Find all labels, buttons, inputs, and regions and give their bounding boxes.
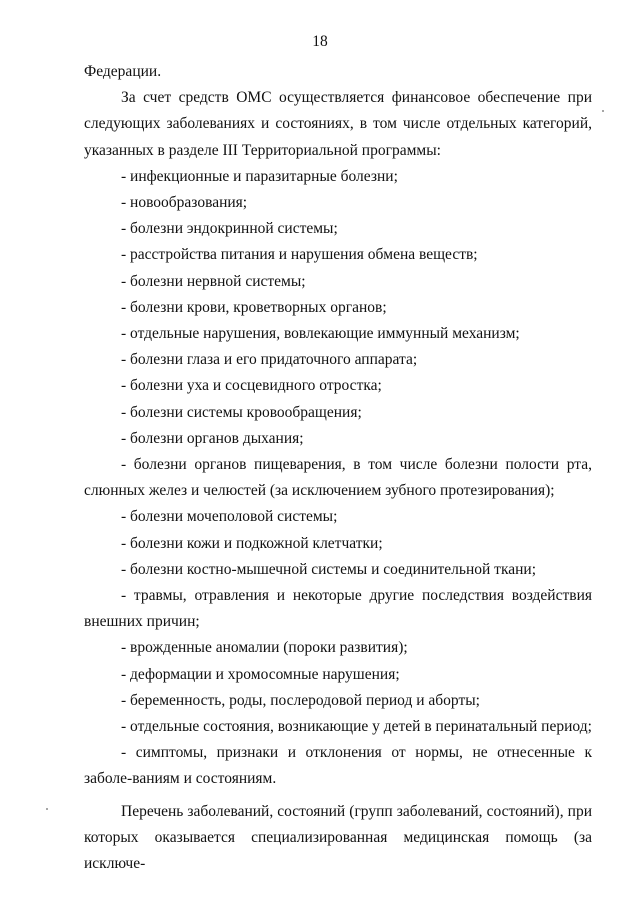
list-item: - инфекционные и паразитарные болезни; [121, 167, 398, 185]
list-item: - отдельные состояния, возникающие у детей в перинатальный период; [121, 718, 592, 736]
list-item: - болезни мочеполовой системы; [121, 508, 338, 526]
list-item: - отдельные нарушения, вовлекающие иммунный механизм; [121, 325, 520, 343]
list-item: - болезни крови, кроветворных органов; [121, 298, 387, 316]
paragraph-continuation: Федерации. [84, 63, 162, 80]
list-item: - беременность, роды, послеродовой период и аборты; [121, 691, 480, 709]
list-item: - болезни нервной системы; [121, 272, 306, 290]
document-body [84, 59, 592, 877]
list-item: - симптомы, признаки и отклонения от нормы, не отнесенные к заболе-ваниям и состояниям. [84, 744, 592, 788]
scan-speck [602, 110, 604, 112]
list-item: - травмы, отравления и некоторые другие последствия воздействия внешних причин; [84, 587, 592, 631]
list-item: - расстройства питания и нарушения обмена веществ; [121, 246, 478, 264]
paragraph-closing: Перечень заболеваний, состояний (групп заболеваний, состояний), при которых оказывается специализированная медицинская помощь (за исключе- [84, 802, 592, 873]
list-item: - болезни органов пищеварения, в том числе болезни полости рта, слюнных желез и челюстей (за исключением зубного протезирования); [84, 456, 592, 500]
list-item: - болезни эндокринной системы; [121, 220, 338, 238]
list-item: - болезни органов дыхания; [121, 429, 304, 447]
scan-speck [46, 808, 48, 810]
list-item: - болезни глаза и его придаточного аппарата; [121, 351, 418, 369]
page-number: 18 [312, 33, 328, 50]
list-item: - болезни уха и сосцевидного отростка; [121, 377, 382, 395]
list-item: - болезни системы кровообращения; [121, 403, 362, 421]
list-item: - болезни костно-мышечной системы и соединительной ткани; [121, 560, 537, 578]
list-item: - новообразования; [121, 194, 248, 212]
list-item: - деформации и хромосомные нарушения; [121, 665, 400, 683]
list-item: - врожденные аномалии (пороки развития); [121, 639, 408, 657]
paragraph-intro: За счет средств ОМС осуществляется финансовое обеспечение при следующих заболеваниях и состояниях, в том числе отдельных категорий, указанных в разделе III Территориальной программы: [84, 89, 592, 159]
list-item: - болезни кожи и подкожной клетчатки; [121, 534, 383, 552]
